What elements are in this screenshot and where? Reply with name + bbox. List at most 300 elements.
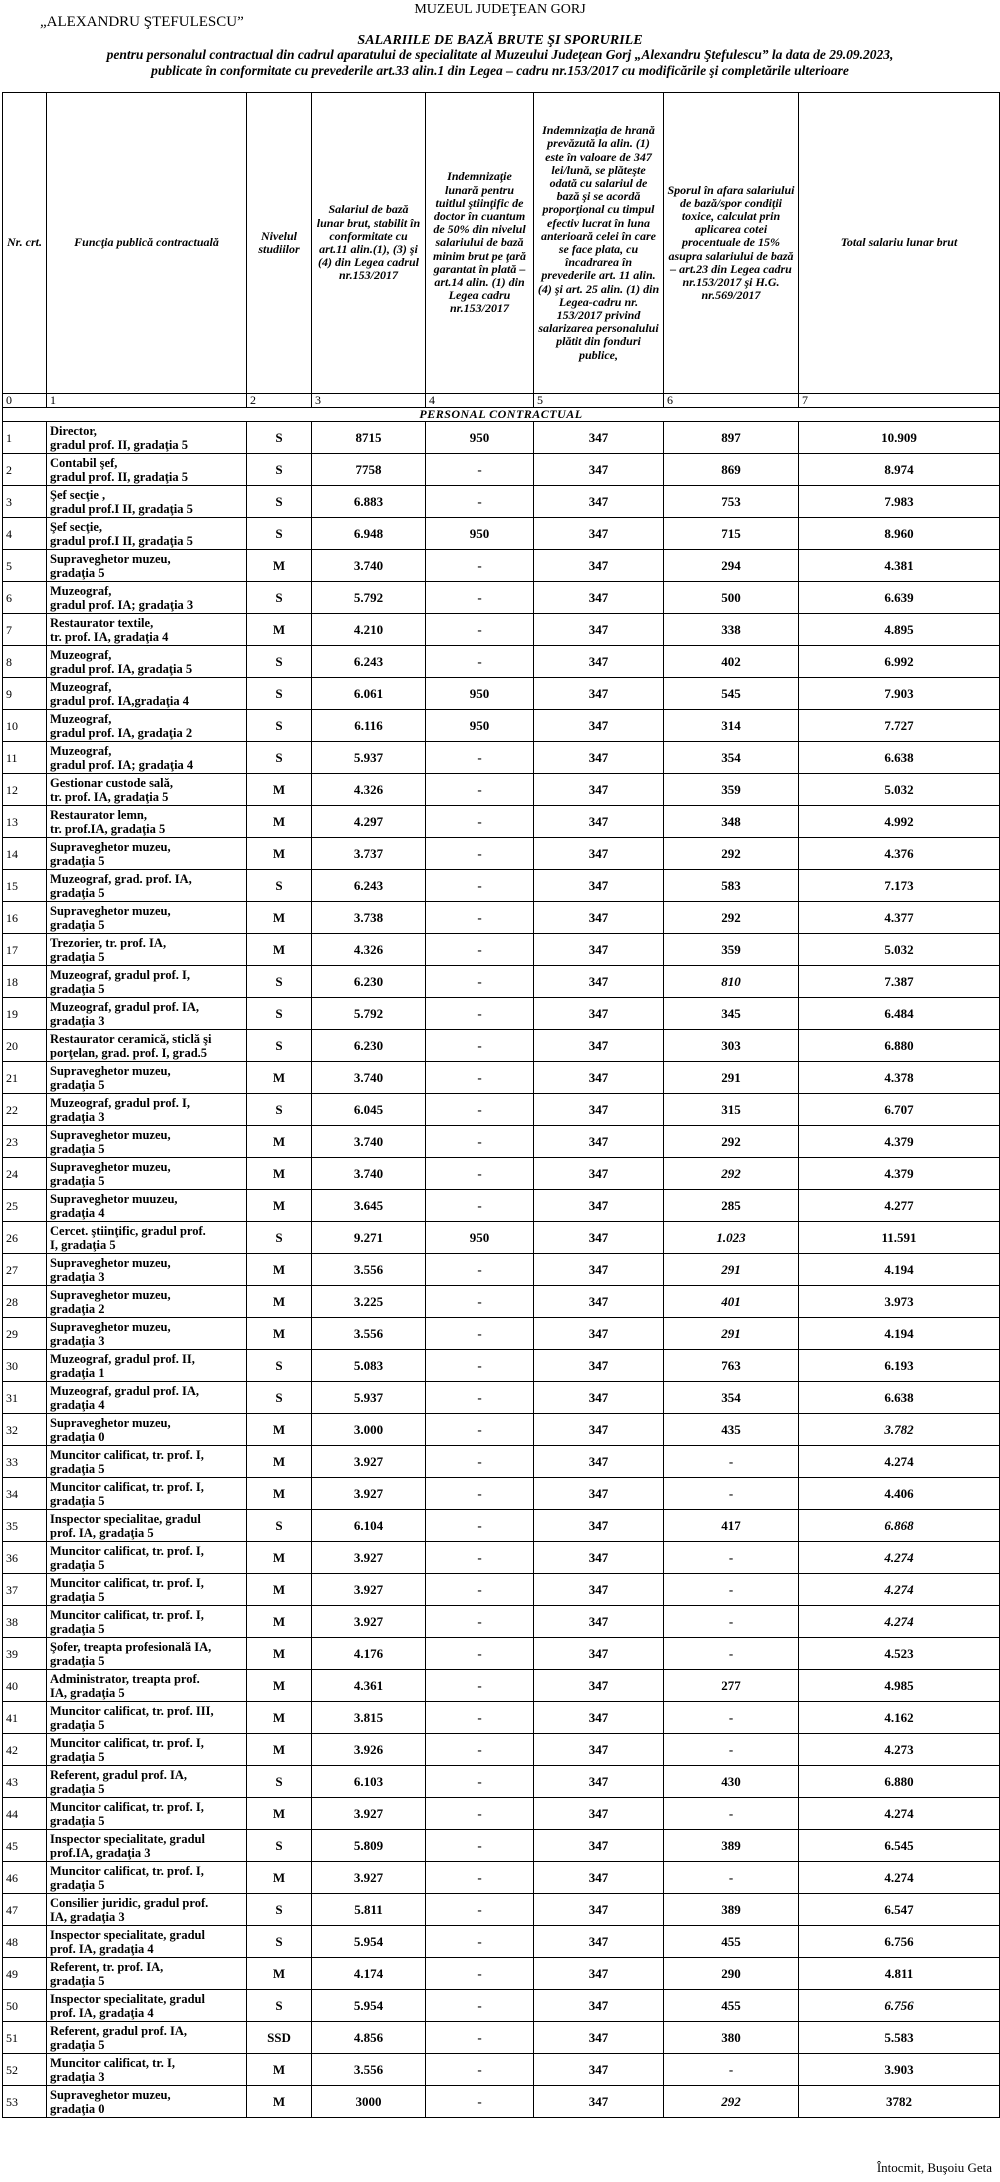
base-salary-cell: 6.045	[312, 1094, 426, 1126]
function-cell	[47, 582, 247, 614]
table-row	[3, 518, 1000, 550]
doctor-indemnity-cell: -	[426, 870, 534, 902]
function-cell	[47, 1862, 247, 1894]
studies-cell: S	[247, 870, 312, 902]
table-row	[3, 1190, 1000, 1222]
base-salary-cell: 3.927	[312, 1862, 426, 1894]
doctor-indemnity-cell: -	[426, 1894, 534, 1926]
total-cell: 4.381	[799, 550, 1000, 582]
function-cell	[47, 838, 247, 870]
header-row	[3, 93, 1000, 394]
function-line1: Muncitor calificat, tr. prof. I,	[50, 1863, 204, 1878]
function-cell	[47, 1382, 247, 1414]
col-nr-header: Nr. crt.	[3, 93, 47, 394]
base-salary-cell: 3.815	[312, 1702, 426, 1734]
base-salary-cell: 3.926	[312, 1734, 426, 1766]
studies-cell: S	[247, 1222, 312, 1254]
bonus-cell: 354	[664, 742, 799, 774]
bonus-cell: 435	[664, 1414, 799, 1446]
bonus-cell: 753	[664, 486, 799, 518]
function-cell	[47, 1126, 247, 1158]
total-cell: 7.173	[799, 870, 1000, 902]
function-line1: Director,	[50, 423, 97, 438]
base-salary-cell: 6.883	[312, 486, 426, 518]
table-row	[3, 1830, 1000, 1862]
row-number: 48	[3, 1926, 47, 1958]
studies-cell: M	[247, 1670, 312, 1702]
food-indemnity-cell: 347	[534, 710, 664, 742]
function-cell	[47, 902, 247, 934]
studies-cell: M	[247, 1190, 312, 1222]
table-row	[3, 1286, 1000, 1318]
function-cell	[47, 1542, 247, 1574]
base-salary-cell: 4.176	[312, 1638, 426, 1670]
total-cell: 6.484	[799, 998, 1000, 1030]
col-number: 6	[664, 394, 799, 408]
function-line2: gradul prof. II, gradaţia 5	[50, 469, 188, 484]
studies-cell: M	[247, 1414, 312, 1446]
function-line1: Inspector specialitate, gradul	[50, 1991, 205, 2006]
base-salary-cell: 3.737	[312, 838, 426, 870]
col-food-indemnity-header: Indemnizaţia de hrană prevăzută la alin. (1) este în valoare de 347 lei/lună, se plăteşte odată cu salariul de bază şi se acordă proporţional cu timpul efectiv lucrat în luna anterioară celei în care se face plata, cu încadrarea în prevederile art. 11 alin. (4) şi art. 25 alin. (1) din Legea-cadru nr. 153/2017 privind salarizarea personalului plătit din fonduri publice,	[534, 93, 664, 394]
row-number: 21	[3, 1062, 47, 1094]
col-function-header: Funcţia publică contractuală	[47, 93, 247, 394]
base-salary-cell: 6.230	[312, 966, 426, 998]
doctor-indemnity-cell: -	[426, 1798, 534, 1830]
base-salary-cell: 3.740	[312, 1062, 426, 1094]
doctor-indemnity-cell: 950	[426, 1222, 534, 1254]
doctor-indemnity-cell: -	[426, 486, 534, 518]
row-number: 46	[3, 1862, 47, 1894]
base-salary-cell: 3.556	[312, 1318, 426, 1350]
food-indemnity-cell: 347	[534, 1094, 664, 1126]
function-line1: Muzeograf, gradul prof. IA,	[50, 1383, 200, 1398]
function-cell	[47, 1094, 247, 1126]
col-number: 2	[247, 394, 312, 408]
food-indemnity-cell: 347	[534, 582, 664, 614]
table-row	[3, 1350, 1000, 1382]
food-indemnity-cell: 347	[534, 1574, 664, 1606]
total-cell: 4.194	[799, 1254, 1000, 1286]
table-row	[3, 1446, 1000, 1478]
function-line2: gradaţia 3	[50, 1269, 105, 1284]
food-indemnity-cell: 347	[534, 1638, 664, 1670]
food-indemnity-cell: 347	[534, 422, 664, 454]
function-cell	[47, 2086, 247, 2118]
studies-cell: S	[247, 486, 312, 518]
food-indemnity-cell: 347	[534, 774, 664, 806]
function-line1: Muncitor calificat, tr. prof. I,	[50, 1575, 204, 1590]
food-indemnity-cell: 347	[534, 806, 664, 838]
function-line1: Inspector specialitate, gradul	[50, 1927, 205, 1942]
row-number: 13	[3, 806, 47, 838]
table-row	[3, 1702, 1000, 1734]
function-line1: Muzeograf,	[50, 583, 112, 598]
studies-cell: M	[247, 838, 312, 870]
base-salary-cell: 5.811	[312, 1894, 426, 1926]
table-row	[3, 838, 1000, 870]
total-cell: 6.880	[799, 1766, 1000, 1798]
bonus-cell: 294	[664, 550, 799, 582]
function-line1: Gestionar custode sală,	[50, 775, 174, 790]
studies-cell: M	[247, 1798, 312, 1830]
studies-cell: M	[247, 2054, 312, 2086]
col-number: 4	[426, 394, 534, 408]
function-line2: I, gradaţia 5	[50, 1237, 116, 1252]
bonus-cell: 303	[664, 1030, 799, 1062]
table-row	[3, 2086, 1000, 2118]
function-line1: Muncitor calificat, tr. prof. I,	[50, 1447, 204, 1462]
table-row	[3, 422, 1000, 454]
function-line2: prof. IA, gradaţia 5	[50, 1525, 154, 1540]
function-line1: Muncitor calificat, tr. prof. I,	[50, 1799, 204, 1814]
function-line2: gradaţia 5	[50, 1973, 105, 1988]
doctor-indemnity-cell: -	[426, 1510, 534, 1542]
doctor-indemnity-cell: 950	[426, 710, 534, 742]
base-salary-cell: 6.948	[312, 518, 426, 550]
table-row	[3, 582, 1000, 614]
food-indemnity-cell: 347	[534, 1542, 664, 1574]
function-line2: gradaţia 2	[50, 1301, 105, 1316]
total-cell: 4.379	[799, 1158, 1000, 1190]
function-line2: gradaţia 3	[50, 1109, 105, 1124]
table-row	[3, 710, 1000, 742]
food-indemnity-cell: 347	[534, 1862, 664, 1894]
studies-cell: M	[247, 1606, 312, 1638]
row-number: 20	[3, 1030, 47, 1062]
function-line2: gradaţia 0	[50, 2101, 105, 2116]
function-cell	[47, 1446, 247, 1478]
function-cell	[47, 1734, 247, 1766]
bonus-cell: 354	[664, 1382, 799, 1414]
function-cell	[47, 1894, 247, 1926]
food-indemnity-cell: 347	[534, 518, 664, 550]
bonus-cell: 285	[664, 1190, 799, 1222]
food-indemnity-cell: 347	[534, 1830, 664, 1862]
function-cell	[47, 1638, 247, 1670]
total-cell: 6.193	[799, 1350, 1000, 1382]
row-number: 53	[3, 2086, 47, 2118]
row-number: 2	[3, 454, 47, 486]
food-indemnity-cell: 347	[534, 870, 664, 902]
studies-cell: M	[247, 902, 312, 934]
studies-cell: M	[247, 1702, 312, 1734]
function-line1: Inspector specialitate, gradul	[50, 1831, 205, 1846]
function-line2: gradul prof. II, gradaţia 5	[50, 437, 188, 452]
function-line2: gradaţia 5	[50, 1781, 105, 1796]
doctor-indemnity-cell: -	[426, 1030, 534, 1062]
function-cell	[47, 1766, 247, 1798]
bonus-cell: 359	[664, 934, 799, 966]
table-row	[3, 1862, 1000, 1894]
studies-cell: M	[247, 1542, 312, 1574]
doctor-indemnity-cell: -	[426, 1574, 534, 1606]
bonus-cell: -	[664, 1798, 799, 1830]
function-cell	[47, 2054, 247, 2086]
base-salary-cell: 3.927	[312, 1606, 426, 1638]
table-row	[3, 1478, 1000, 1510]
table-row	[3, 1222, 1000, 1254]
bonus-cell: 359	[664, 774, 799, 806]
total-cell: 6.992	[799, 646, 1000, 678]
doctor-indemnity-cell: -	[426, 1190, 534, 1222]
doctor-indemnity-cell: -	[426, 1446, 534, 1478]
doctor-indemnity-cell: -	[426, 902, 534, 934]
studies-cell: M	[247, 806, 312, 838]
bonus-cell: 345	[664, 998, 799, 1030]
row-number: 23	[3, 1126, 47, 1158]
base-salary-cell: 3.927	[312, 1478, 426, 1510]
studies-cell: S	[247, 998, 312, 1030]
food-indemnity-cell: 347	[534, 838, 664, 870]
studies-cell: S	[247, 1350, 312, 1382]
doctor-indemnity-cell: -	[426, 1318, 534, 1350]
function-cell	[47, 1990, 247, 2022]
doctor-indemnity-cell: -	[426, 1638, 534, 1670]
bonus-cell: 389	[664, 1894, 799, 1926]
food-indemnity-cell: 347	[534, 1254, 664, 1286]
base-salary-cell: 7758	[312, 454, 426, 486]
base-salary-cell: 5.937	[312, 742, 426, 774]
total-cell: 3.973	[799, 1286, 1000, 1318]
function-cell	[47, 422, 247, 454]
function-line2: IA, gradaţia 5	[50, 1685, 125, 1700]
base-salary-cell: 5.937	[312, 1382, 426, 1414]
base-salary-cell: 5.083	[312, 1350, 426, 1382]
studies-cell: M	[247, 550, 312, 582]
function-line1: Muzeograf,	[50, 711, 112, 726]
doctor-indemnity-cell: -	[426, 2054, 534, 2086]
function-cell	[47, 518, 247, 550]
food-indemnity-cell: 347	[534, 1606, 664, 1638]
base-salary-cell: 3.000	[312, 1414, 426, 1446]
total-cell: 7.387	[799, 966, 1000, 998]
bonus-cell: 869	[664, 454, 799, 486]
doctor-indemnity-cell: -	[426, 1094, 534, 1126]
table-row	[3, 454, 1000, 486]
total-cell: 4.811	[799, 1958, 1000, 1990]
function-line1: Şofer, treapta profesională IA,	[50, 1639, 212, 1654]
col-number: 5	[534, 394, 664, 408]
table-row	[3, 806, 1000, 838]
table-row	[3, 1382, 1000, 1414]
food-indemnity-cell: 347	[534, 1510, 664, 1542]
row-number: 15	[3, 870, 47, 902]
bonus-cell: 455	[664, 1990, 799, 2022]
doctor-indemnity-cell: -	[426, 646, 534, 678]
row-number: 52	[3, 2054, 47, 2086]
function-line1: Muncitor calificat, tr. prof. I,	[50, 1479, 204, 1494]
function-cell	[47, 1254, 247, 1286]
food-indemnity-cell: 347	[534, 1158, 664, 1190]
doctor-indemnity-cell: -	[426, 2086, 534, 2118]
function-line2: gradaţia 5	[50, 1653, 105, 1668]
function-line2: gradaţia 5	[50, 565, 105, 580]
base-salary-cell: 3.927	[312, 1446, 426, 1478]
table-row	[3, 646, 1000, 678]
function-line1: Şef secţie ,	[50, 487, 106, 502]
function-line2: gradaţia 5	[50, 1077, 105, 1092]
base-salary-cell: 3.740	[312, 1126, 426, 1158]
bonus-cell: -	[664, 1606, 799, 1638]
studies-cell: S	[247, 1830, 312, 1862]
doctor-indemnity-cell: -	[426, 550, 534, 582]
base-salary-cell: 6.116	[312, 710, 426, 742]
function-cell	[47, 2022, 247, 2054]
total-cell: 4.274	[799, 1574, 1000, 1606]
function-line2: gradaţia 5	[50, 1621, 105, 1636]
bonus-cell: 430	[664, 1766, 799, 1798]
table-row	[3, 1126, 1000, 1158]
total-cell: 5.032	[799, 774, 1000, 806]
function-line1: Restaurator ceramică, sticlă şi	[50, 1031, 212, 1046]
base-salary-cell: 9.271	[312, 1222, 426, 1254]
row-number: 8	[3, 646, 47, 678]
doctor-indemnity-cell: -	[426, 1734, 534, 1766]
row-number: 18	[3, 966, 47, 998]
function-cell	[47, 614, 247, 646]
function-cell	[47, 550, 247, 582]
function-line1: Muzeograf,	[50, 743, 112, 758]
base-salary-cell: 3.738	[312, 902, 426, 934]
function-line2: prof. IA, gradaţia 4	[50, 2005, 154, 2020]
bonus-cell: 292	[664, 2086, 799, 2118]
table-row	[3, 1030, 1000, 1062]
studies-cell: M	[247, 1062, 312, 1094]
base-salary-cell: 6.243	[312, 870, 426, 902]
bonus-cell: 810	[664, 966, 799, 998]
base-salary-cell: 4.856	[312, 2022, 426, 2054]
food-indemnity-cell: 347	[534, 1894, 664, 1926]
table-row	[3, 774, 1000, 806]
total-cell: 4.406	[799, 1478, 1000, 1510]
food-indemnity-cell: 347	[534, 486, 664, 518]
function-line2: gradaţia 5	[50, 1173, 105, 1188]
row-number: 41	[3, 1702, 47, 1734]
function-line2: prof. IA, gradaţia 4	[50, 1941, 154, 1956]
function-line1: Muzeograf, gradul prof. IA,	[50, 999, 200, 1014]
bonus-cell: -	[664, 1734, 799, 1766]
total-cell: 3.782	[799, 1414, 1000, 1446]
row-number: 19	[3, 998, 47, 1030]
base-salary-cell: 5.954	[312, 1926, 426, 1958]
food-indemnity-cell: 347	[534, 1350, 664, 1382]
base-salary-cell: 4.326	[312, 934, 426, 966]
function-line2: gradaţia 5	[50, 1749, 105, 1764]
base-salary-cell: 3.927	[312, 1574, 426, 1606]
food-indemnity-cell: 347	[534, 1190, 664, 1222]
table-row	[3, 1542, 1000, 1574]
food-indemnity-cell: 347	[534, 1446, 664, 1478]
function-line2: gradul prof. IA,gradaţia 4	[50, 693, 190, 708]
document-subtitle-line1: pentru personalul contractual din cadrul aparatului de specialitate al Muzeului Judeţean Gorj „Alexandru Ştefulescu” la data de 29.09.2023,	[106, 47, 894, 62]
row-number: 33	[3, 1446, 47, 1478]
total-cell: 6.707	[799, 1094, 1000, 1126]
base-salary-cell: 6.230	[312, 1030, 426, 1062]
function-cell	[47, 1926, 247, 1958]
function-line1: Muncitor calificat, tr. prof. I,	[50, 1543, 204, 1558]
row-number: 28	[3, 1286, 47, 1318]
row-number: 9	[3, 678, 47, 710]
function-line1: Muzeograf, gradul prof. I,	[50, 1095, 191, 1110]
total-cell: 4.194	[799, 1318, 1000, 1350]
studies-cell: S	[247, 1382, 312, 1414]
row-number: 38	[3, 1606, 47, 1638]
studies-cell: M	[247, 2086, 312, 2118]
row-number: 25	[3, 1190, 47, 1222]
function-line2: prof.IA, gradaţia 3	[50, 1845, 151, 1860]
function-cell	[47, 1510, 247, 1542]
function-line2: gradaţia 3	[50, 1333, 105, 1348]
doctor-indemnity-cell: -	[426, 1414, 534, 1446]
function-line1: Administrator, treapta prof.	[50, 1671, 200, 1686]
row-number: 17	[3, 934, 47, 966]
function-cell	[47, 1574, 247, 1606]
function-line1: Supraveghetor muzeu,	[50, 839, 171, 854]
function-cell	[47, 486, 247, 518]
total-cell: 6.547	[799, 1894, 1000, 1926]
bonus-cell: 277	[664, 1670, 799, 1702]
function-line1: Referent, tr. prof. IA,	[50, 1959, 164, 1974]
studies-cell: S	[247, 582, 312, 614]
function-line2: IA, gradaţia 3	[50, 1909, 125, 1924]
function-line2: gradaţia 5	[50, 1877, 105, 1892]
total-cell: 4.277	[799, 1190, 1000, 1222]
food-indemnity-cell: 347	[534, 902, 664, 934]
bonus-cell: 292	[664, 1158, 799, 1190]
bonus-cell: -	[664, 1574, 799, 1606]
total-cell: 8.974	[799, 454, 1000, 486]
table-body	[3, 422, 1000, 2118]
base-salary-cell: 3.225	[312, 1286, 426, 1318]
col-number: 0	[3, 394, 47, 408]
function-cell	[47, 1286, 247, 1318]
bonus-cell: -	[664, 1862, 799, 1894]
function-line2: gradaţia 3	[50, 1013, 105, 1028]
base-salary-cell: 3.556	[312, 2054, 426, 2086]
signature: Întocmit, Buşoiu Geta	[876, 2160, 992, 2175]
table-row	[3, 1894, 1000, 1926]
doctor-indemnity-cell: -	[426, 934, 534, 966]
col-number: 3	[312, 394, 426, 408]
function-line2: gradaţia 5	[50, 1493, 105, 1508]
function-cell	[47, 710, 247, 742]
food-indemnity-cell: 347	[534, 1062, 664, 1094]
doctor-indemnity-cell: -	[426, 1958, 534, 1990]
total-cell: 6.638	[799, 1382, 1000, 1414]
food-indemnity-cell: 347	[534, 1286, 664, 1318]
function-cell	[47, 1702, 247, 1734]
table-row	[3, 1254, 1000, 1286]
studies-cell: S	[247, 1030, 312, 1062]
base-salary-cell: 3.927	[312, 1798, 426, 1830]
bonus-cell: 583	[664, 870, 799, 902]
function-cell	[47, 998, 247, 1030]
org-name: „ALEXANDRU ŞTEFULESCU”	[40, 14, 244, 30]
function-cell	[47, 966, 247, 998]
bonus-cell: 290	[664, 1958, 799, 1990]
base-salary-cell: 3.740	[312, 1158, 426, 1190]
total-cell: 4.992	[799, 806, 1000, 838]
studies-cell: S	[247, 742, 312, 774]
total-cell: 4.274	[799, 1606, 1000, 1638]
function-line2: gradaţia 4	[50, 1397, 105, 1412]
row-number: 29	[3, 1318, 47, 1350]
table-row	[3, 614, 1000, 646]
function-cell	[47, 1030, 247, 1062]
bonus-cell: 348	[664, 806, 799, 838]
col-total-header: Total salariu lunar brut	[799, 93, 1000, 394]
